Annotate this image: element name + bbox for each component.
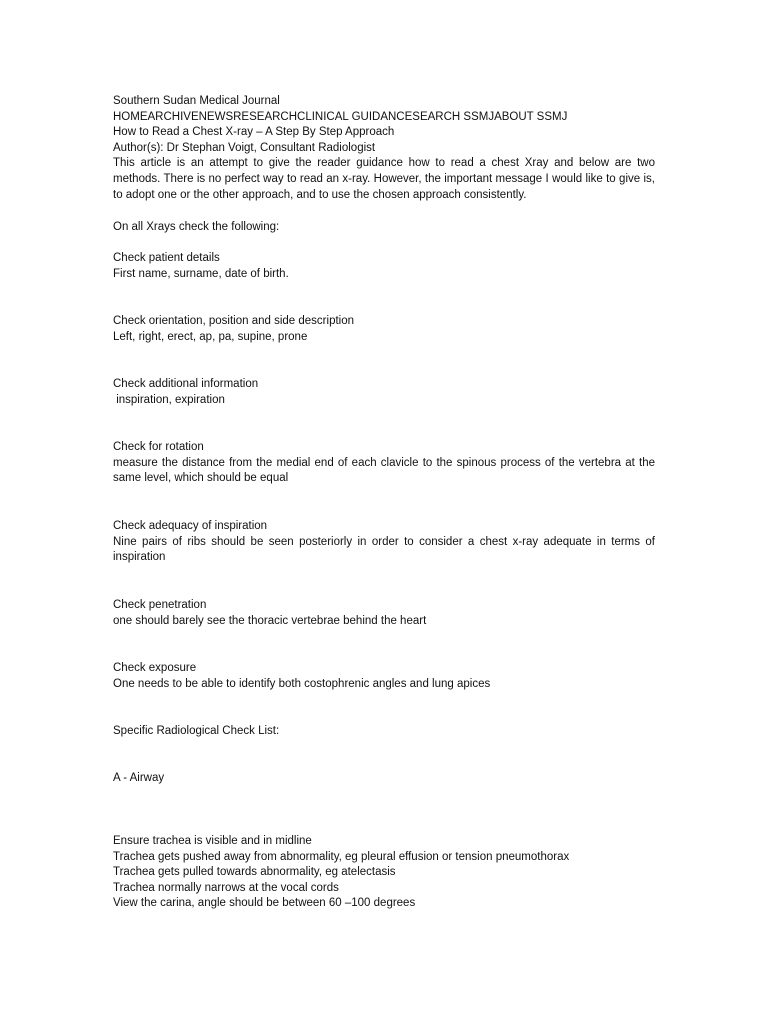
check-heading: Check adequacy of inspiration — [113, 520, 268, 532]
article-authors: Author(s): Dr Stephan Voigt, Consultant Radiologist — [113, 141, 376, 154]
nav-item-archive[interactable]: ARCHIVE — [147, 110, 199, 123]
list-item: Trachea gets pushed away from abnormality, eg pleural effusion or tension pneumothorax — [113, 850, 570, 863]
journal-title: Southern Sudan Medical Journal — [113, 95, 280, 107]
check-section — [113, 251, 655, 282]
check-body: inspiration, expiration — [113, 393, 225, 406]
check-body: measure the distance from the medial end of each clavicle to the spinous process of the vertebra at the same level, which should be equal — [113, 456, 655, 485]
check-section — [113, 377, 655, 408]
check-intro: On all Xrays check the following: — [113, 221, 280, 233]
check-body: First name, surname, date of birth. — [113, 267, 289, 280]
nav-item-news[interactable]: NEWS — [198, 110, 234, 123]
check-heading: Check patient details — [113, 252, 220, 264]
header-block — [113, 94, 655, 203]
check-heading: Check penetration — [113, 599, 207, 611]
nav-item-search[interactable]: SEARCH SSMJ — [412, 110, 495, 123]
list-item: View the carina, angle should be between 60 –100 degrees — [113, 897, 416, 910]
check-section — [113, 440, 655, 487]
check-section — [113, 519, 655, 566]
nav-item-home[interactable]: HOME — [113, 110, 148, 123]
airway-heading: A - Airway — [113, 772, 165, 784]
article-title: How to Read a Chest X-ray – A Step By Step Approach — [113, 126, 395, 139]
check-section — [113, 598, 655, 629]
checklist-heading: Specific Radiological Check List: — [113, 725, 280, 737]
airway-list — [113, 834, 655, 912]
check-body: Nine pairs of ribs should be seen posteriorly in order to consider a chest x-ray adequate in terms of inspiration — [113, 535, 655, 564]
check-body: Left, right, erect, ap, pa, supine, prone — [113, 330, 308, 343]
check-body: one should barely see the thoracic vertebrae behind the heart — [113, 614, 427, 627]
check-heading: Check additional information — [113, 378, 259, 390]
check-heading: Check for rotation — [113, 441, 204, 453]
check-heading: Check orientation, position and side description — [113, 315, 355, 327]
nav-item-research[interactable]: RESEARCH — [233, 110, 298, 123]
article-intro: This article is an attempt to give the reader guidance how to read a chest Xray and below are two methods. There is no perfect way to read an x-ray. However, the important message I would like to give is, to adopt one or the other approach, and to use the chosen approach consistently. — [113, 157, 655, 201]
nav-bar — [113, 110, 655, 126]
nav-item-about[interactable]: ABOUT SSMJ — [494, 110, 568, 123]
list-item: Trachea gets pulled towards abnormality, eg atelectasis — [113, 866, 396, 879]
check-heading: Check exposure — [113, 662, 197, 674]
check-body: One needs to be able to identify both costophrenic angles and lung apices — [113, 677, 491, 690]
list-item: Trachea normally narrows at the vocal cords — [113, 881, 339, 894]
list-item: Ensure trachea is visible and in midline — [113, 835, 312, 847]
check-section — [113, 661, 655, 692]
nav-item-clinical-guidance[interactable]: CLINICAL GUIDANCE — [297, 110, 413, 123]
check-section — [113, 314, 655, 345]
